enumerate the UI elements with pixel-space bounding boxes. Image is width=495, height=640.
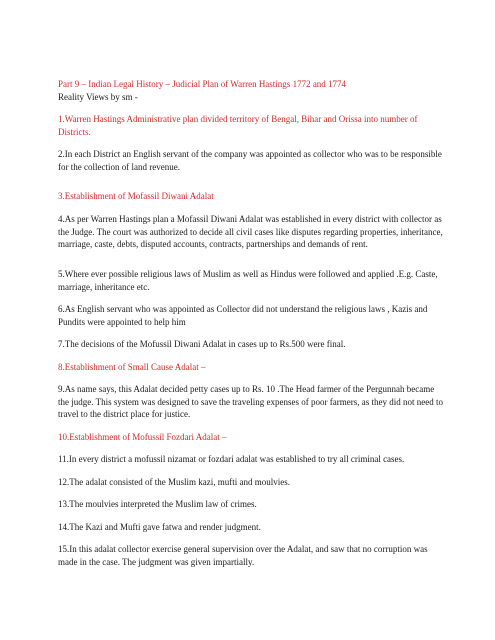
paragraph-12: 12.The adalat consisted of the Muslim kazi, mufti and moulvies.	[58, 477, 290, 487]
paragraph-11: 11.In every district a mofussil nizamat or fozdari adalat was established to try all criminal cases.	[58, 454, 405, 464]
paragraph-6: 6.As English servant who was appointed as Collector did not understand the religious laws , Kazis and Pundits were appointed to help him	[58, 304, 428, 327]
paragraph-13: 13.The moulvies interpreted the Muslim law of crimes.	[58, 499, 257, 509]
section-heading-10: 10.Establishment of Mofussil Fozdari Adalat –	[58, 432, 227, 442]
paragraph-7: 7.The decisions of the Mofussil Diwani Adalat in cases up to Rs.500 were final.	[58, 339, 346, 349]
paragraph-9: 9.As name says, this Adalat decided petty cases up to Rs. 10 .The Head farmer of the Pergunnah became the judge. This system was designed to save the traveling expenses of poor farmers, as they did not need to travel to the district place for justice.	[58, 384, 443, 419]
section-heading-8: 8.Establishment of Small Cause Adalat –	[58, 362, 206, 372]
paragraph-14: 14.The Kazi and Mufti gave fatwa and render judgment.	[58, 522, 261, 532]
paragraph-1: 1.Warren Hastings Administrative plan divided territory of Bengal, Bihar and Orissa into number of Districts.	[58, 114, 418, 137]
paragraph-15: 15.In this adalat collector exercise general supervision over the Adalat, and saw that no corruption was made in the case. The judgment was given impartially.	[58, 544, 428, 567]
document-byline: Reality Views by sm -	[58, 92, 138, 102]
section-heading-3: 3.Establishment of Mofassil Diwani Adalat	[58, 191, 214, 201]
paragraph-5: 5.Where ever possible religious laws of Muslim as well as Hindus were followed and applied .E.g. Caste, marriage, inheritance etc.	[58, 269, 438, 292]
paragraph-4: 4.As per Warren Hastings plan a Mofassil Diwani Adalat was established in every district with collector as the Judge. The court was authorized to decide all civil cases like disputes regarding properties, inheritance, marriage, caste, debts, disputed accounts, contracts, partnerships and demands of rent.	[58, 214, 443, 249]
document-title: Part 9 – Indian Legal History – Judicial Plan of Warren Hastings 1772 and 1774	[58, 79, 347, 89]
paragraph-2: 2.In each District an English servant of the company was appointed as collector who was to be responsible for the collection of land revenue.	[58, 149, 442, 172]
